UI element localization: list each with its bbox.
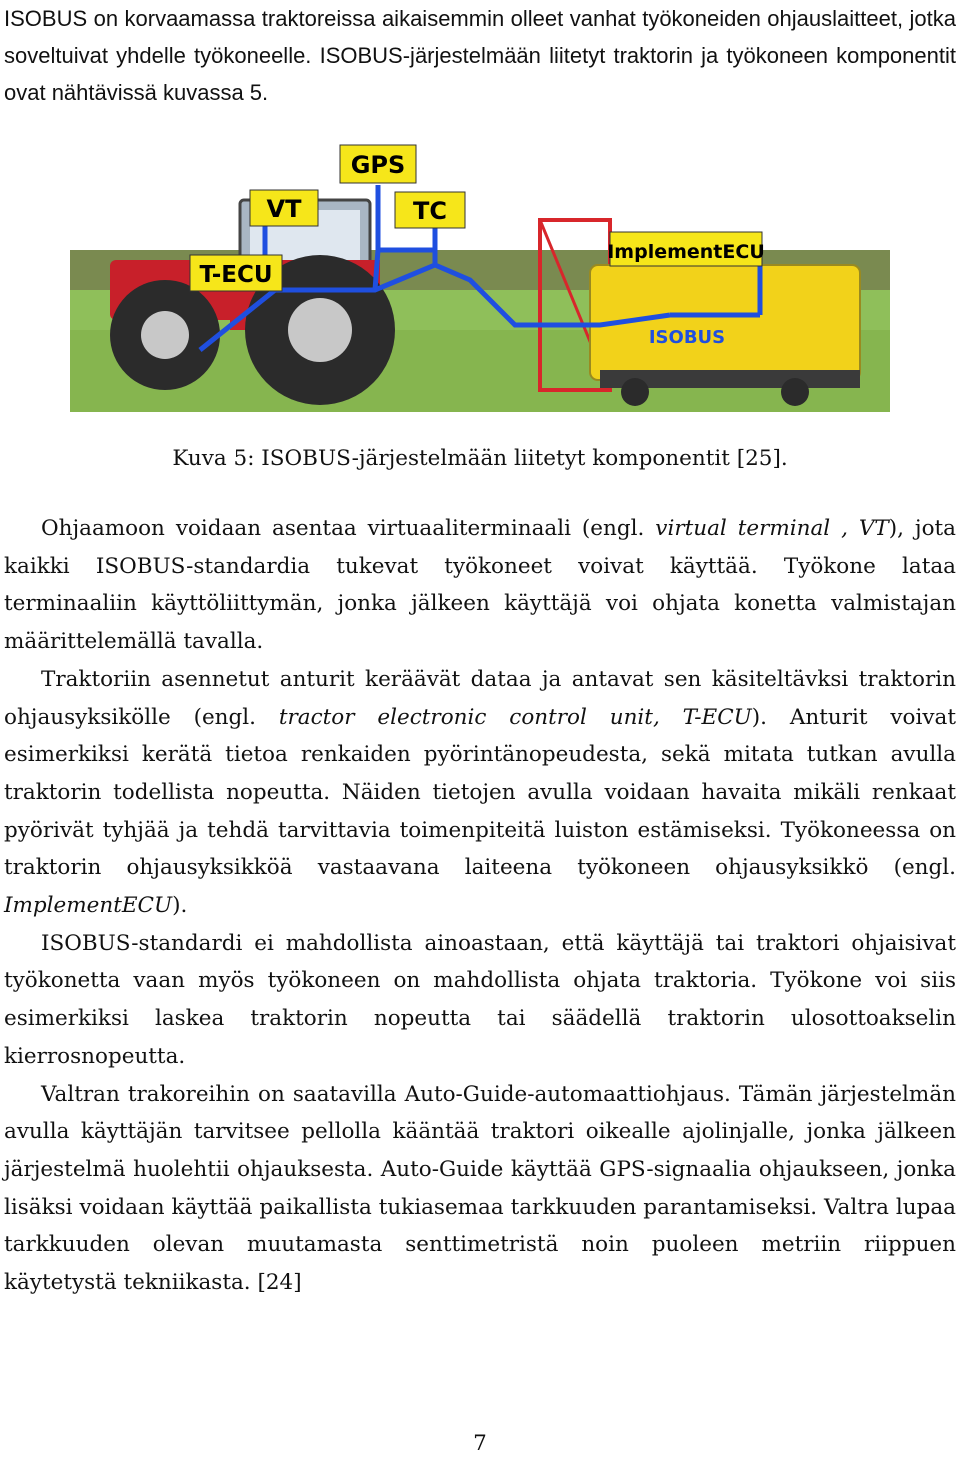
svg-text:T-ECU: T-ECU <box>199 262 273 288</box>
label-gps <box>340 145 416 183</box>
paragraph-isobus-standard: ISOBUS-standardi ei mahdollista ainoastaan, että käyttäjä tai traktori ohjaisivat työkonetta vaan myös työkoneen on mahdollista ohjata traktoria. Työkone voi siis esimerkiksi laskea traktorin nopeutta tai säädellä traktorin ulosottoakselin kierrosnopeutta. <box>4 930 956 1069</box>
p2-emphasis: tractor electronic control unit, T-ECU <box>278 704 752 730</box>
figure-caption: Kuva 5: ISOBUS-järjestelmään liitetyt komponentit [25]. <box>172 446 788 471</box>
p2-text-c: ). <box>172 893 188 919</box>
p1-text-a: Ohjaamoon voidaan asentaa virtuaaliterminaali (engl. <box>41 516 656 541</box>
label-isobus <box>649 327 725 348</box>
svg-text:VT: VT <box>266 195 302 223</box>
svg-text:GPS: GPS <box>350 151 406 179</box>
paragraph-tecu <box>4 661 956 925</box>
p2-text-b: ). Anturit voivat esimerkiksi kerätä tietoa renkaiden pyörintänopeudesta, sekä mitata tutkan avulla traktorin todellista nopeutta. Näiden tietojen avulla voidaan havaita mikäli renkaat pyörivät tyhjää ja tehdä tarvittavia toimenpiteitä luiston estämiseksi. Työkoneessa on traktorin ohjausyksikköä vastaavana laiteena työkoneen ohjausyksikkö (engl. <box>4 704 956 881</box>
paragraph-vt <box>4 510 956 661</box>
label-vt <box>250 190 318 226</box>
svg-text:ISOBUS: ISOBUS <box>648 327 726 348</box>
label-tc <box>395 192 465 228</box>
isobus-tractor-figure <box>70 140 890 412</box>
body-text <box>4 510 956 1302</box>
page <box>4 0 956 111</box>
label-t-ecu <box>190 255 282 291</box>
p2-text-a: Traktoriin asennetut anturit keräävät dataa ja antavat sen käsiteltävksi traktorin ohjausyksikölle (engl. <box>4 666 956 730</box>
p1-emphasis: virtual terminal , VT <box>655 516 889 541</box>
intro-paragraph: ISOBUS on korvaamassa traktoreissa aikaisemmin olleet vanhat työkoneiden ohjauslaitteet, jotka soveltuivat yhdelle työkoneelle. ISOBUS-järjestelmään liitetyt traktorin ja työkoneen komponentit ovat nähtävissä kuvassa 5. <box>4 6 956 105</box>
p2-emphasis-2: ImplementECU <box>4 893 173 919</box>
paragraph-auto-guide: Valtran trakoreihin on saatavilla Auto-Guide-automaattiohjaus. Tämän järjestelmän avulla käyttäjän tarvitsee pellolla kääntää traktori oikealle ajolinjalle, jonka jälkeen järjestelmä huolehtii ohjauksesta. Auto-Guide käyttää GPS-signaalia ohjaukseen, jonka lisäksi voidaan käyttää paikallista tukiasemaa tarkkuuden parantamiseksi. Valtra lupaa tarkkuuden olevan muutamasta senttimetristä noin puoleen metriin riippuen käytetystä tekniikasta. [24] <box>4 1081 956 1296</box>
p1-text-b: ), jota kaikki ISOBUS-standardia tukevat työkoneet voivat käyttää. Työkone lataa terminaaliin käyttöliittymän, jonka jälkeen käyttäjä voi ohjata konetta valmistajan määrittelemällä tavalla. <box>4 516 957 655</box>
page-number: 7 <box>473 1431 487 1456</box>
svg-text:TC: TC <box>413 197 447 225</box>
svg-text:ImplementECU: ImplementECU <box>607 241 765 263</box>
label-implement-ecu <box>607 232 765 266</box>
